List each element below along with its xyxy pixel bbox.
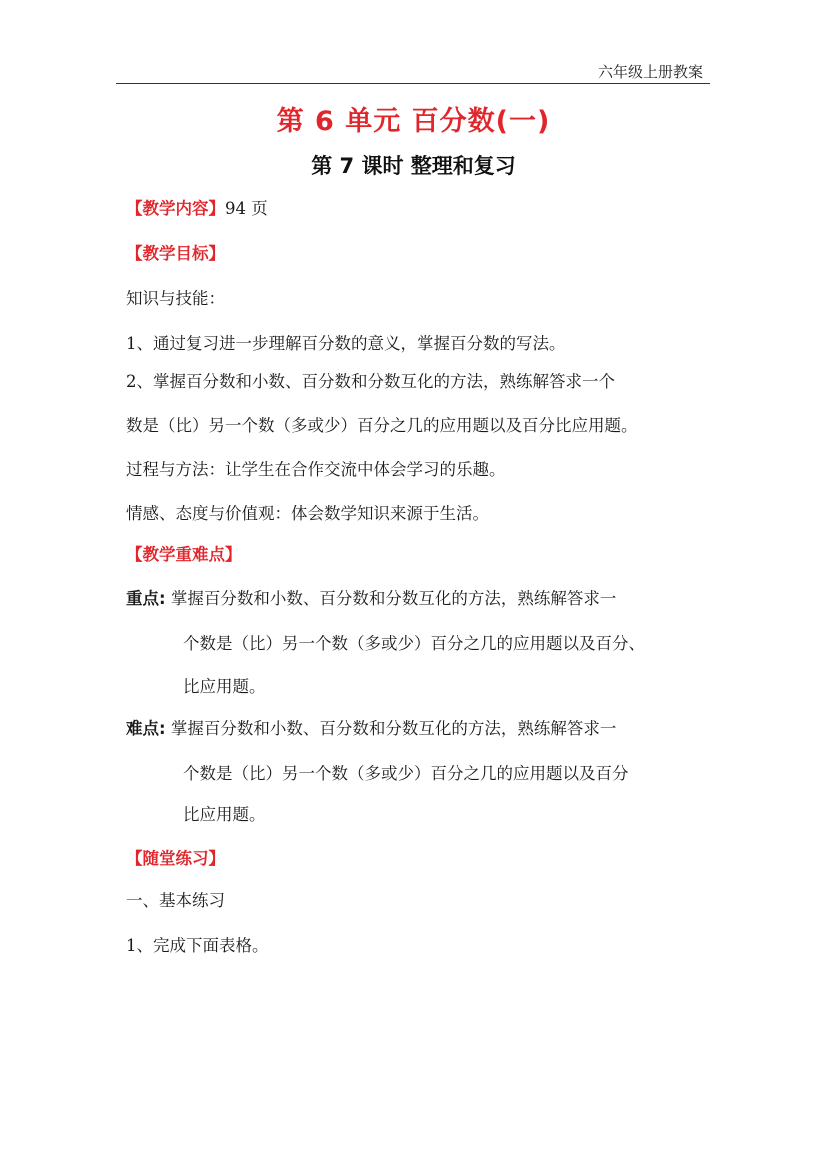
focus-line-2: 个数是（比）另一个数（多或少）百分之几的应用题以及百分、 xyxy=(183,634,645,653)
practice-section-1: 一、基本练习 xyxy=(126,891,225,910)
process-line: 过程与方法：让学生在合作交流中体会学习的乐趣。 xyxy=(126,460,506,479)
practice-item-1: 1、完成下面表格。 xyxy=(126,936,269,955)
objectives-label: 【教学目标】 xyxy=(126,244,225,263)
focus-line-3: 比应用题。 xyxy=(183,677,266,696)
content-line xyxy=(126,197,716,221)
emotion-line: 情感、态度与价值观：体会数学知识来源于生活。 xyxy=(126,504,489,523)
knowledge-label: 知识与技能： xyxy=(126,289,225,308)
header-divider xyxy=(116,83,710,84)
objective-item-2-line-2: 数是（比）另一个数（多或少）百分之几的应用题以及百分比应用题。 xyxy=(126,416,638,435)
difficulty-line-2: 个数是（比）另一个数（多或少）百分之几的应用题以及百分 xyxy=(183,764,629,783)
content-value: 94 页 xyxy=(225,199,268,218)
focus-text-1: 掌握百分数和小数、百分数和分数互化的方法，熟练解答求一 xyxy=(170,589,617,608)
page-title: 第 6 单元 百分数(一) xyxy=(276,106,551,137)
objective-item-1: 1、通过复习进一步理解百分数的意义，掌握百分数的写法。 xyxy=(126,334,566,353)
practice-label: 【随堂练习】 xyxy=(126,849,225,868)
focus-label: 重点: xyxy=(126,589,166,608)
header-text: 六年级上册教案 xyxy=(597,63,703,81)
difficulty-text-1: 掌握百分数和小数、百分数和分数互化的方法，熟练解答求一 xyxy=(170,719,617,738)
objective-item-2-line-1: 2、掌握百分数和小数、百分数和分数互化的方法，熟练解答求一个 xyxy=(126,372,615,391)
difficulty-line-3: 比应用题。 xyxy=(183,805,266,824)
difficulty-line-1 xyxy=(126,717,716,741)
content-label: 【教学内容】 xyxy=(126,199,225,218)
difficulty-label: 难点: xyxy=(126,719,166,738)
page-subtitle: 第 7 课时 整理和复习 xyxy=(311,154,516,178)
key-points-label: 【教学重难点】 xyxy=(126,545,242,564)
focus-line-1 xyxy=(126,587,716,611)
